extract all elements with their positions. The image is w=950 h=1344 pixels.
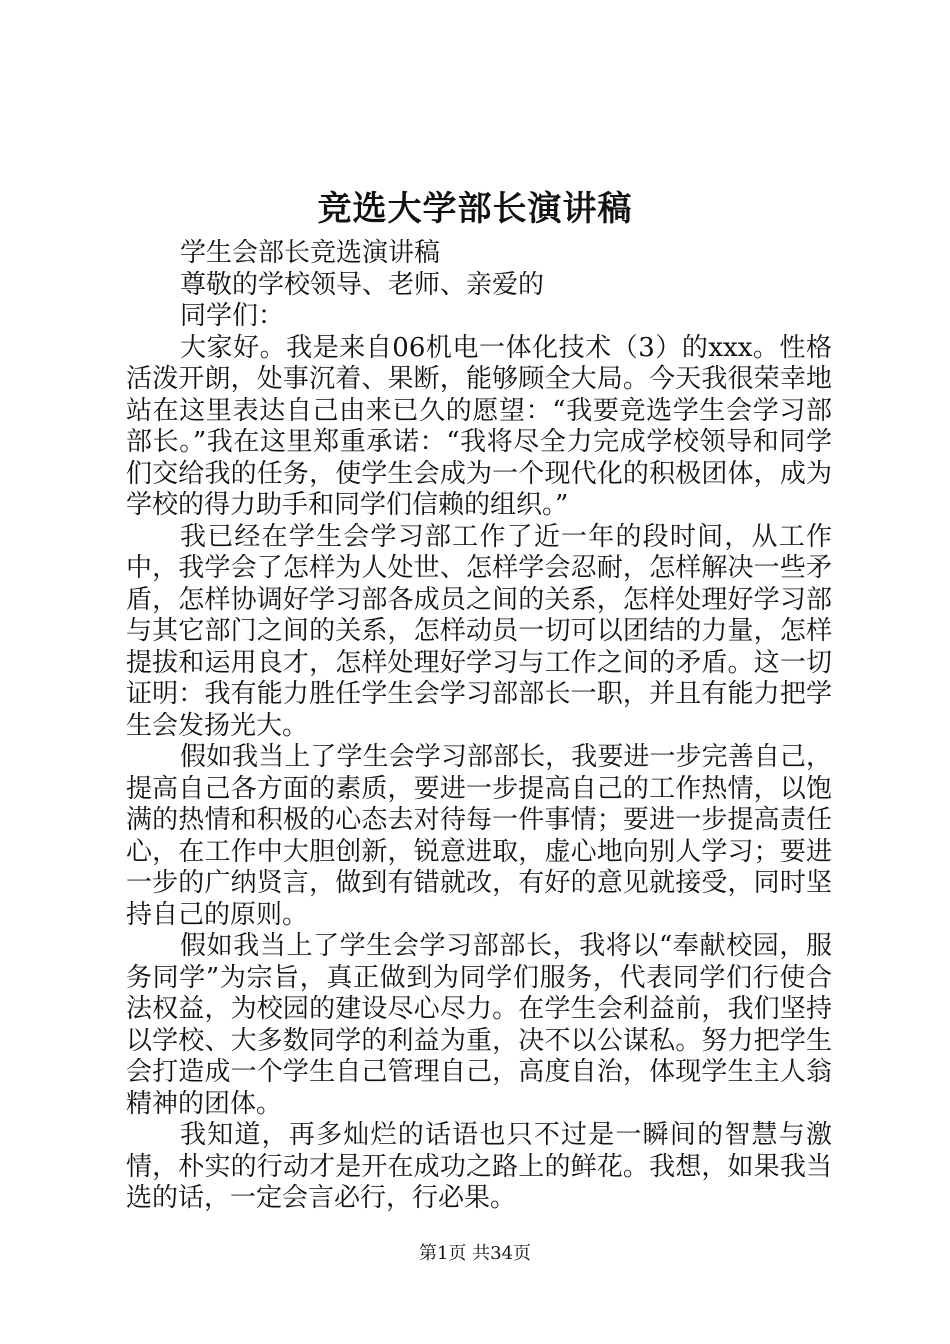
paragraph-4: 假如我当上了学生会学习部部长，我将以“奉献校园，服务同学”为宗旨，真正做到为同学们服务，代表同学们行使合法权益，为校园的建设尽心尽力。在学生会利益前，我们坚持以学校、大多数同学的利益为重，决不以公谋私。努力把学生会打造成一个学生自己管理自己，高度自治，体现学生主人翁精神的团体。: [126, 931, 832, 1119]
speech-subtitle: 学生会部长竞选演讲稿: [180, 238, 441, 268]
paragraph-2: 我已经在学生会学习部工作了近一年的段时间，从工作中，我学会了怎样为人处世、怎样学会忍耐，怎样解决一些矛盾，怎样协调好学习部各成员之间的关系，怎样处理好学习部与其它部门之间的关系，怎样动员一切可以团结的力量，怎样提拔和运用良才，怎样处理好学习与工作之间的矛盾。这一切证明：我有能力胜任学生会学习部部长一职，并且有能力把学生会发扬光大。: [126, 521, 832, 741]
paragraph-1: 大家好。我是来自06机电一体化技术（3）的xxx。性格活泼开朗，处事沉着、果断，能够顾全大局。今天我很荣幸地站在这里表达自己由来已久的愿望：“我要竞选学生会学习部部长。”我在这里郑重承诺：“我将尽全力完成学校领导和同学们交给我的任务，使学生会成为一个现代化的积极团体，成为学校的得力助手和同学们信赖的组织。”: [126, 332, 832, 520]
salutation-line-2: 同学们：: [180, 301, 285, 331]
paragraph-5: 我知道，再多灿烂的话语也只不过是一瞬间的智慧与激情，朴实的行动才是开在成功之路上的鲜花。我想，如果我当选的话，一定会言必行，行必果。: [126, 1120, 832, 1213]
document-title: 竞选大学部长演讲稿: [317, 189, 633, 229]
paragraph-3: 假如我当上了学生会学习部部长，我要进一步完善自己，提高自己各方面的素质，要进一步提高自己的工作热情，以饱满的热情和积极的心态去对待每一件事情；要进一步提高责任心，在工作中大胆创新，锐意进取，虚心地向别人学习；要进一步的广纳贤言，做到有错就改，有好的意见就接受，同时坚持自己的原则。: [126, 742, 832, 930]
salutation-line-1: 尊敬的学校领导、老师、亲爱的: [180, 269, 545, 300]
document-body: [126, 238, 832, 1215]
page-number-footer: 第1页 共34页: [418, 1243, 532, 1264]
